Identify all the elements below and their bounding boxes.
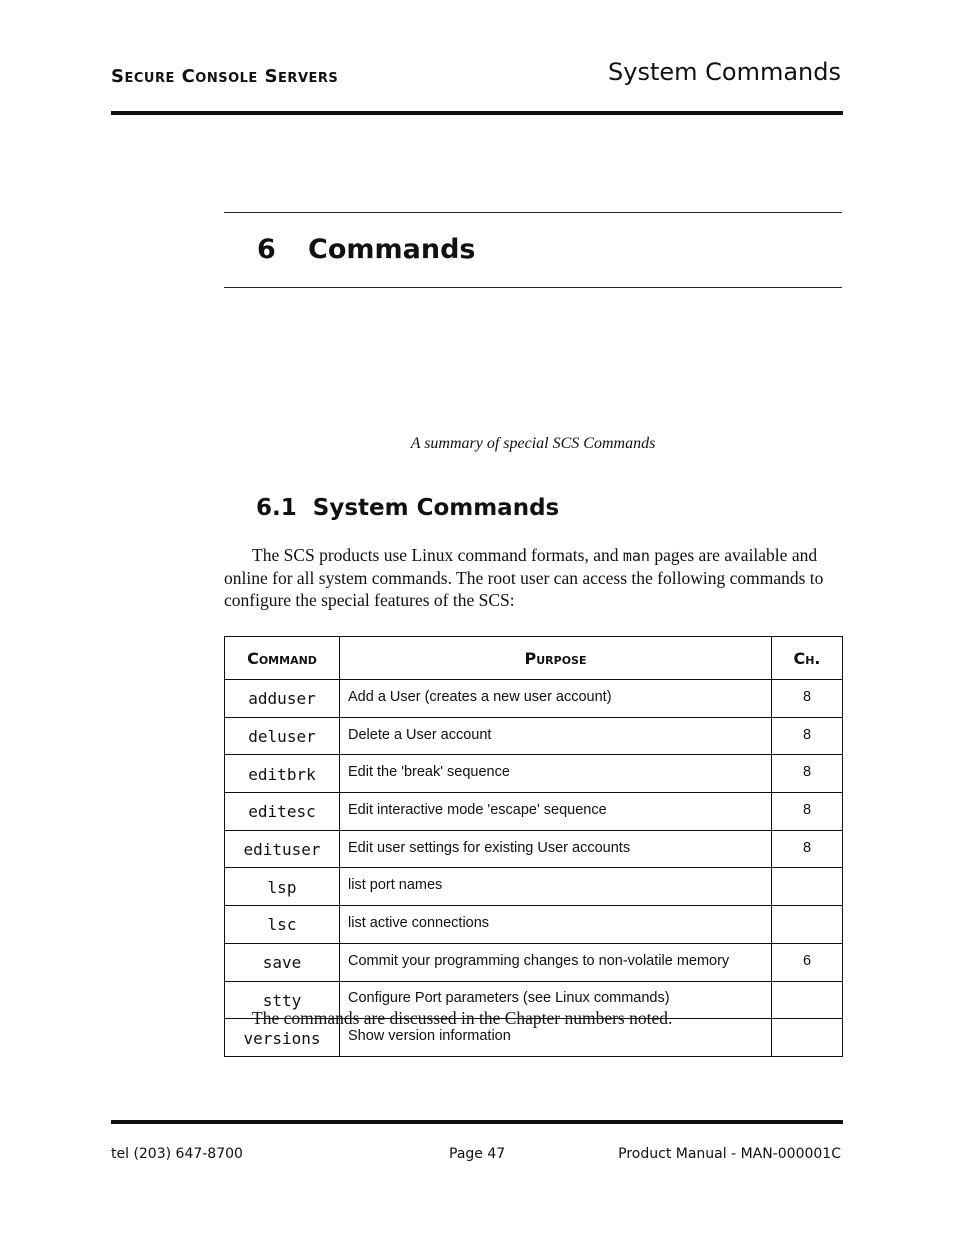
chapter-cell <box>772 868 843 906</box>
purpose-cell: Commit your programming changes to non-volatile memory <box>340 943 772 981</box>
table-body <box>225 680 843 1057</box>
table-row <box>225 868 843 906</box>
table-row <box>225 830 843 868</box>
table-row <box>225 680 843 718</box>
command-cell: lsp <box>225 868 340 906</box>
table-row <box>225 755 843 793</box>
chapter-cell: 8 <box>772 830 843 868</box>
table-row <box>225 793 843 831</box>
footer-rule <box>111 1120 843 1124</box>
command-cell: lsc <box>225 906 340 944</box>
chapter-cell <box>772 906 843 944</box>
purpose-cell: Edit interactive mode 'escape' sequence <box>340 793 772 831</box>
chapter-cell: 6 <box>772 943 843 981</box>
para-text-start: The SCS products use Linux command formats, and <box>252 545 619 565</box>
chapter-cell: 8 <box>772 680 843 718</box>
header-rule <box>111 111 843 115</box>
chapter-title: Commands <box>308 234 476 265</box>
footer-doc-id: Product Manual - MAN-000001C <box>618 1146 841 1162</box>
command-cell: edituser <box>225 830 340 868</box>
purpose-cell: Configure Port parameters (see Linux commands) <box>340 981 772 1019</box>
table-row <box>225 717 843 755</box>
chapter-cell: 8 <box>772 793 843 831</box>
section-title: 6.1 System Commands <box>256 495 560 521</box>
section-paragraph <box>224 544 842 611</box>
chapter-summary: A summary of special SCS Commands <box>410 435 656 452</box>
chapter-rule-top <box>224 212 842 213</box>
table-row <box>225 906 843 944</box>
command-cell: editesc <box>225 793 340 831</box>
para-code-man: man <box>622 547 650 565</box>
command-cell: versions <box>225 1019 340 1057</box>
col-header-command: Command <box>225 637 340 680</box>
purpose-cell: Add a User (creates a new user account) <box>340 680 772 718</box>
purpose-cell: Edit the 'break' sequence <box>340 755 772 793</box>
commands-table <box>224 636 843 1057</box>
command-cell: editbrk <box>225 755 340 793</box>
footer-page-number: Page 47 <box>449 1146 506 1162</box>
chapter-cell: 8 <box>772 755 843 793</box>
command-cell: stty <box>225 981 340 1019</box>
chapter-rule-bottom <box>224 287 842 288</box>
running-header-section: System Commands <box>608 58 841 86</box>
command-cell: deluser <box>225 717 340 755</box>
col-header-ch: Ch. <box>772 637 843 680</box>
after-table-note: The commands are discussed in the Chapter numbers noted. <box>252 1008 673 1028</box>
purpose-cell: Show version information <box>340 1019 772 1057</box>
purpose-cell: list active connections <box>340 906 772 944</box>
para-text-end: pages are available and online for all system commands. The root user can access the following commands to configure the special features of the SCS: <box>224 545 824 610</box>
purpose-cell: Delete a User account <box>340 717 772 755</box>
running-header-product: Secure Console Servers <box>111 66 339 87</box>
chapter-cell: 8 <box>772 717 843 755</box>
purpose-cell: list port names <box>340 868 772 906</box>
table-header-row <box>225 637 843 680</box>
chapter-cell <box>772 1019 843 1057</box>
chapter-cell <box>772 981 843 1019</box>
col-header-purpose: Purpose <box>340 637 772 680</box>
purpose-cell: Edit user settings for existing User accounts <box>340 830 772 868</box>
footer-phone: tel (203) 647-8700 <box>111 1146 243 1162</box>
table-row <box>225 943 843 981</box>
command-cell: save <box>225 943 340 981</box>
chapter-number: 6 <box>257 234 276 265</box>
command-cell: adduser <box>225 680 340 718</box>
